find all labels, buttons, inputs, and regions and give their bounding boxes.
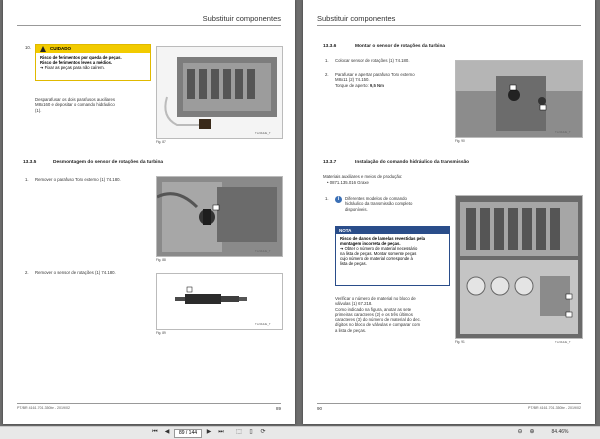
material-item: • 0871.135.016 Graxe xyxy=(327,180,369,185)
step-number: 1. xyxy=(325,196,329,201)
section-number: 13.3.7 xyxy=(323,160,337,165)
text-line: hidráulico da transmissão completo xyxy=(345,201,413,207)
page-header: Substituir componentes xyxy=(202,14,281,23)
text-line: a lista de peças. xyxy=(335,327,367,333)
text-line: Verificar o número de material no bloco de xyxy=(335,296,416,301)
text-line: Desparafusar os dois parafusos auxiliares xyxy=(35,97,116,102)
figure-caption: Fig. 89 xyxy=(156,331,166,335)
prev-page-icon[interactable]: ◀ xyxy=(164,429,170,435)
verify-text xyxy=(335,296,421,333)
footer-rule xyxy=(17,403,281,404)
torque-label: Torque de aperto: xyxy=(335,82,369,88)
note-line: na lista de peças. Montar somente peças xyxy=(340,251,417,256)
warning-header xyxy=(36,45,150,53)
single-page-icon[interactable]: ▯ xyxy=(249,429,253,435)
section-title: Montar o sensor de rotações da turbina xyxy=(355,44,446,49)
warning-line: Risco de ferimentos leves a médios. xyxy=(40,60,113,65)
figure-image xyxy=(156,46,283,139)
torque-line xyxy=(335,83,415,88)
last-page-icon[interactable]: ⏭ xyxy=(218,429,224,435)
text-line: M8x11 (2) 74.150. xyxy=(335,77,370,83)
step-text xyxy=(335,72,415,88)
materials-label: Materiais auxiliares e meios de produção: xyxy=(323,174,403,179)
warning-icon xyxy=(40,46,46,52)
next-page-icon[interactable]: ▶ xyxy=(206,429,212,435)
figure-code: TL23HHE_T xyxy=(255,249,271,253)
note-box xyxy=(335,226,450,286)
note-line: lista de peças. xyxy=(340,261,367,266)
section-title: Desmontagem do sensor de rotações da turbina xyxy=(53,160,164,165)
warning-line: Risco de ferimentos por queda de peças. xyxy=(40,55,122,60)
text-line: Diferentes modelos de comando xyxy=(345,196,407,201)
warning-title: CUIDADO xyxy=(50,46,71,51)
figure-code: TL23HHE_T xyxy=(255,131,271,135)
fit-page-icon[interactable]: ⬚ xyxy=(236,429,242,435)
torque-value: 9,5 Nm xyxy=(369,82,384,88)
text-line: disponíveis. xyxy=(345,206,368,212)
step-text xyxy=(35,97,115,113)
info-text xyxy=(345,196,412,212)
text-line: primeiras caracteres (2) e os três últimos xyxy=(335,311,413,317)
page-number: 90 xyxy=(317,406,323,411)
figure-code: TL23HHE_T xyxy=(555,340,571,344)
note-line: montagem incorreta de peças. xyxy=(340,241,401,246)
viewer-toolbar xyxy=(0,426,600,439)
figure-image xyxy=(156,176,283,257)
step-number: 10. xyxy=(25,45,31,50)
figure-caption: Fig. 90 xyxy=(455,139,465,143)
step-number: 2. xyxy=(325,72,329,77)
rotate-icon[interactable]: ⟳ xyxy=(260,429,266,435)
warning-line: ➔ Fixar as peças para não caírem. xyxy=(40,65,105,70)
note-header: NOTA xyxy=(336,227,449,234)
text-line: dígitos no bloco de válvulas e comparar com xyxy=(335,322,421,328)
page-header: Substituir componentes xyxy=(317,14,396,23)
text-line: M8x160 e depositar o comando hidráulico xyxy=(35,102,115,108)
footer-doc-id: PT/BR 4161.701.350br - 2019/02 xyxy=(17,406,70,410)
page-number: 89 xyxy=(275,406,281,411)
material-text: 0871.135.016 Graxe xyxy=(329,180,369,185)
figure-caption: Fig. 87 xyxy=(156,140,166,144)
note-line: cujo número de material corresponde à xyxy=(340,256,413,261)
text-line: Como indicado na figura, anotar as sete xyxy=(335,306,412,312)
zoom-in-icon[interactable]: ⊕ xyxy=(529,429,535,435)
note-line: Risco de danos de lamelas revestidas pela xyxy=(340,236,425,241)
step-text: Colocar sensor de rotações (1) 74.180. xyxy=(335,58,410,63)
figure-code: TL23HHE_T xyxy=(255,322,271,326)
warning-box xyxy=(35,44,151,81)
first-page-icon[interactable]: ⏮ xyxy=(152,429,158,435)
step-text: Remover o sensor de rotações (1) 74.180. xyxy=(35,270,116,275)
text-line: caracteres (3) do número de material do dec. xyxy=(335,317,421,323)
section-number: 13.3.5 xyxy=(23,160,37,165)
figure-code: TL23HHE_T xyxy=(555,130,571,134)
text-line: (1). xyxy=(35,107,42,113)
step-number: 1. xyxy=(25,177,29,182)
step-number: 2. xyxy=(25,270,29,275)
footer-doc-id: PT/BR 4161.701.350br - 2019/02 xyxy=(528,406,581,410)
figure-caption: Fig. 91 xyxy=(455,340,465,344)
zoom-out-icon[interactable]: ⊖ xyxy=(517,429,523,435)
right-page xyxy=(303,0,595,424)
step-text: Remover o parafuso Torx externo (1) 74.180. xyxy=(35,177,121,182)
figure-image xyxy=(455,60,583,138)
info-icon: i xyxy=(335,196,342,203)
footer-rule xyxy=(317,403,581,404)
step-number: 1. xyxy=(325,58,329,63)
warning-body xyxy=(36,53,150,72)
text-line: válvulas (1) 67.218. xyxy=(335,301,373,307)
note-body xyxy=(336,234,449,268)
section-title: Instalação do comando hidráulico da transmissão xyxy=(355,160,470,165)
note-line: ➔ Obter o número de material necessário xyxy=(340,246,418,251)
page-number-input[interactable] xyxy=(174,429,202,438)
text-line: Parafusar e apertar parafuso Torx externo xyxy=(335,72,415,77)
left-page xyxy=(3,0,295,424)
figure-caption: Fig. 88 xyxy=(156,258,166,262)
zoom-level[interactable]: 84.46% xyxy=(551,429,569,435)
header-rule xyxy=(17,25,281,26)
figure-image xyxy=(455,195,583,339)
section-number: 13.3.6 xyxy=(323,44,337,49)
header-rule xyxy=(317,25,581,26)
